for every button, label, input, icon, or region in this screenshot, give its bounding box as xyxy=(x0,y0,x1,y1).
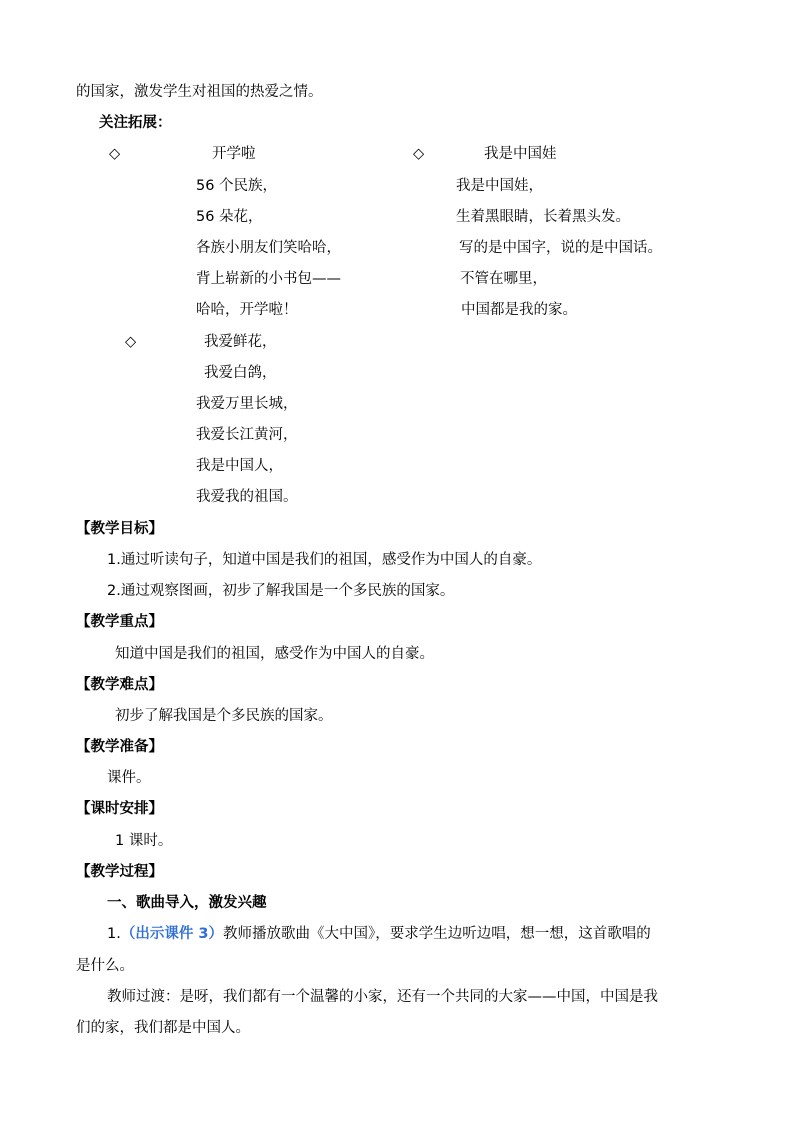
expand-title: 关注拓展： xyxy=(99,115,172,131)
poem-line: 背上崭新的小书包—— xyxy=(196,271,341,287)
schedule-text: 1 课时。 xyxy=(115,833,173,849)
poem-line: 56 朵花， xyxy=(196,209,263,225)
poem-line: 生着黑眼睛，长着黑头发。 xyxy=(456,209,630,225)
diamond-icon: ◇ xyxy=(413,146,425,162)
poem-line: 不管在哪里， xyxy=(460,271,547,287)
diamond-icon: ◇ xyxy=(109,146,121,162)
difficulty-heading: 【教学难点】 xyxy=(76,677,163,693)
paragraph-number: 1. xyxy=(107,926,121,942)
process-subheading: 一、歌曲导入，激发兴趣 xyxy=(107,895,267,911)
courseware-highlight: （出示课件 3） xyxy=(120,926,223,942)
focus-text: 知道中国是我们的祖国，感受作为中国人的自豪。 xyxy=(115,646,434,662)
process-paragraph-1-cont: 是什么。 xyxy=(76,958,134,974)
poem-line: 我爱万里长城， xyxy=(196,396,298,412)
prep-text: 课件。 xyxy=(107,770,151,786)
process-heading: 【教学过程】 xyxy=(76,864,163,880)
focus-heading: 【教学重点】 xyxy=(76,614,163,630)
process-paragraph-2: 教师过渡：是呀，我们都有一个温馨的小家，还有一个共同的大家——中国，中国是我 xyxy=(107,989,658,1005)
poem-line: 我是中国人， xyxy=(196,458,283,474)
paragraph-text: 教师播放歌曲《大中国》，要求学生边听边唱，想一想，这首歌唱的 xyxy=(222,926,651,942)
poem-title: 我是中国娃 xyxy=(484,146,557,162)
schedule-heading: 【课时安排】 xyxy=(76,801,163,817)
prep-heading: 【教学准备】 xyxy=(76,739,163,755)
poem-title: 开学啦 xyxy=(212,146,256,162)
poem-line: 我爱白鸽， xyxy=(204,365,277,381)
goals-heading: 【教学目标】 xyxy=(76,521,163,537)
poem-line: 我爱长江黄河， xyxy=(196,427,298,443)
poem-line: 56 个民族， xyxy=(196,178,278,194)
poem-line: 各族小朋友们笑哈哈， xyxy=(196,240,341,256)
poem-line: 我爱鲜花， xyxy=(204,334,277,350)
poem-line: 我爱我的祖国。 xyxy=(196,489,298,505)
goal-item: 2.通过观察图画，初步了解我国是一个多民族的国家。 xyxy=(107,583,455,599)
process-paragraph-2-cont: 们的家，我们都是中国人。 xyxy=(76,1020,250,1036)
goal-item: 1.通过听读句子，知道中国是我们的祖国，感受作为中国人的自豪。 xyxy=(107,552,542,568)
poem-line: 哈哈，开学啦！ xyxy=(196,302,298,318)
intro-line: 的国家，激发学生对祖国的热爱之情。 xyxy=(76,84,323,100)
process-paragraph-1 xyxy=(107,924,651,944)
poem-line: 写的是中国字，说的是中国话。 xyxy=(459,240,662,256)
poem-line: 中国都是我的家。 xyxy=(461,302,577,318)
diamond-icon: ◇ xyxy=(125,334,137,350)
difficulty-text: 初步了解我国是个多民族的国家。 xyxy=(115,708,333,724)
poem-line: 我是中国娃， xyxy=(456,178,543,194)
